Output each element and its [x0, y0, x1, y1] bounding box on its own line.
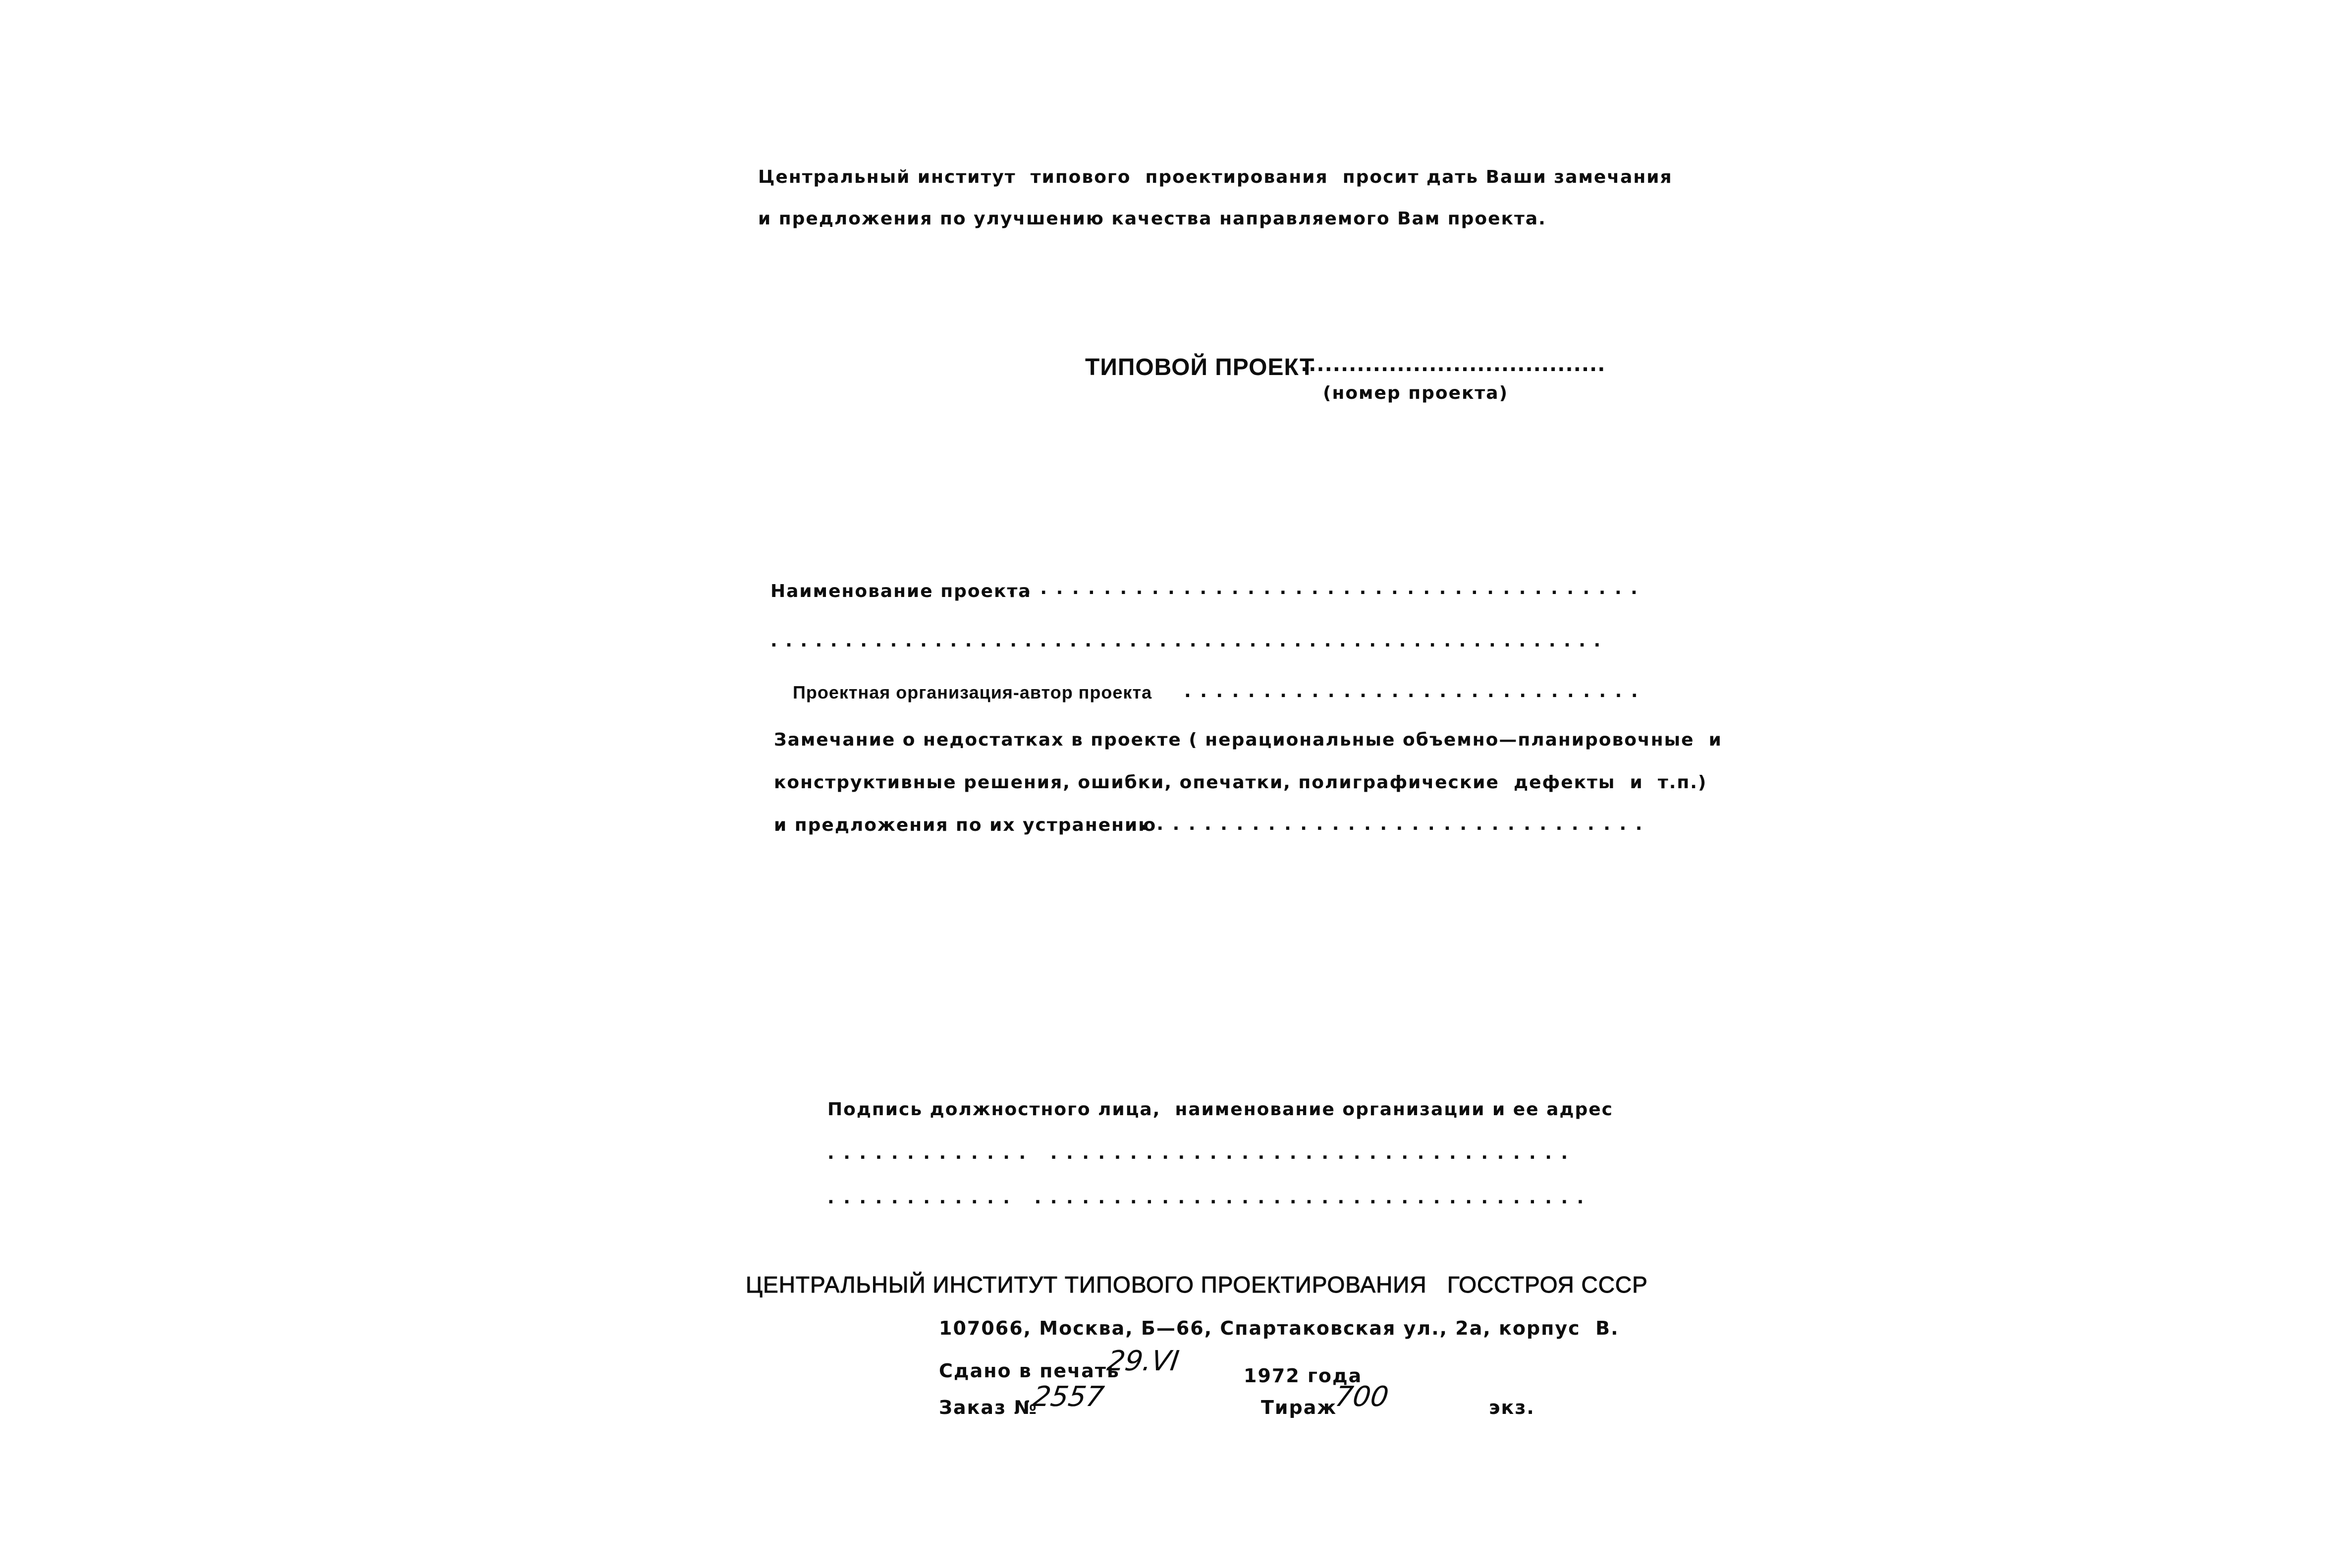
design-organization-label: Проектная организация-автор проекта [793, 682, 1152, 703]
project-number-caption: (номер проекта) [1323, 383, 1509, 403]
intro-line-2: и предложения по улучшению качества направляемого Вам проекта. [758, 209, 1546, 229]
print-run-label: Тираж [1261, 1397, 1337, 1418]
print-year: 1972 года [1244, 1365, 1363, 1387]
signature-dots-line-1: . . . . . . . . . . . . . . . . . . . . . . . . . . . . . . . . . . . . . . . . . . . . . . [827, 1143, 1570, 1163]
print-date-label: Сдано в печать [939, 1360, 1120, 1382]
institute-address: 107066, Москва, Б—66, Спартаковская ул., 2а, корпус В. [939, 1317, 1619, 1339]
design-organization-dots: . . . . . . . . . . . . . . . . . . . . . . . . . . . . . [1184, 681, 1640, 702]
signature-dots-line-2: . . . . . . . . . . . . . . . . . . . . . . . . . . . . . . . . . . . . . . . . . . . . . . . [827, 1188, 1586, 1208]
project-number-label: ТИПОВОЙ ПРОЕКТ [1085, 354, 1315, 380]
copies-label: экз. [1489, 1397, 1535, 1418]
institute-name: ЦЕНТРАЛЬНЫЙ ИНСТИТУТ ТИПОВОГО ПРОЕКТИРОВАНИЯ ГОССТРОЯ СССР [746, 1272, 1648, 1298]
remarks-line-1: Замечание о недостатках в проекте ( нерациональные объемно—планировочные и [774, 730, 1722, 750]
print-run-handwritten: 700 [1333, 1381, 1391, 1413]
signature-label: Подпись должностного лица, наименование организации и ее адрес [827, 1099, 1614, 1120]
project-number-dots: ...................................... [1301, 353, 1606, 376]
project-name-label: Наименование проекта [770, 581, 1032, 601]
intro-line-1: Центральный институт типового проектирования просит дать Ваши замечания [758, 167, 1673, 187]
remarks-dots: . . . . . . . . . . . . . . . . . . . . . . . . . . . . . . . . . [1125, 814, 1644, 834]
order-number-handwritten: 2557 [1031, 1381, 1106, 1413]
remarks-line-3: и предложения по их устранению [774, 815, 1157, 835]
project-name-dots-line-2: . . . . . . . . . . . . . . . . . . . . . . . . . . . . . . . . . . . . . . . . . . . . . . . . . . . . . . . . [770, 631, 1602, 651]
remarks-line-2: конструктивные решения, ошибки, опечатки, полиграфические дефекты и т.п.) [774, 772, 1707, 793]
order-label: Заказ № [939, 1397, 1038, 1418]
print-date-handwritten: 29.VI [1105, 1345, 1181, 1377]
project-name-dots: . . . . . . . . . . . . . . . . . . . . . . . . . . . . . . . . . . . . . . . . [1008, 578, 1639, 598]
